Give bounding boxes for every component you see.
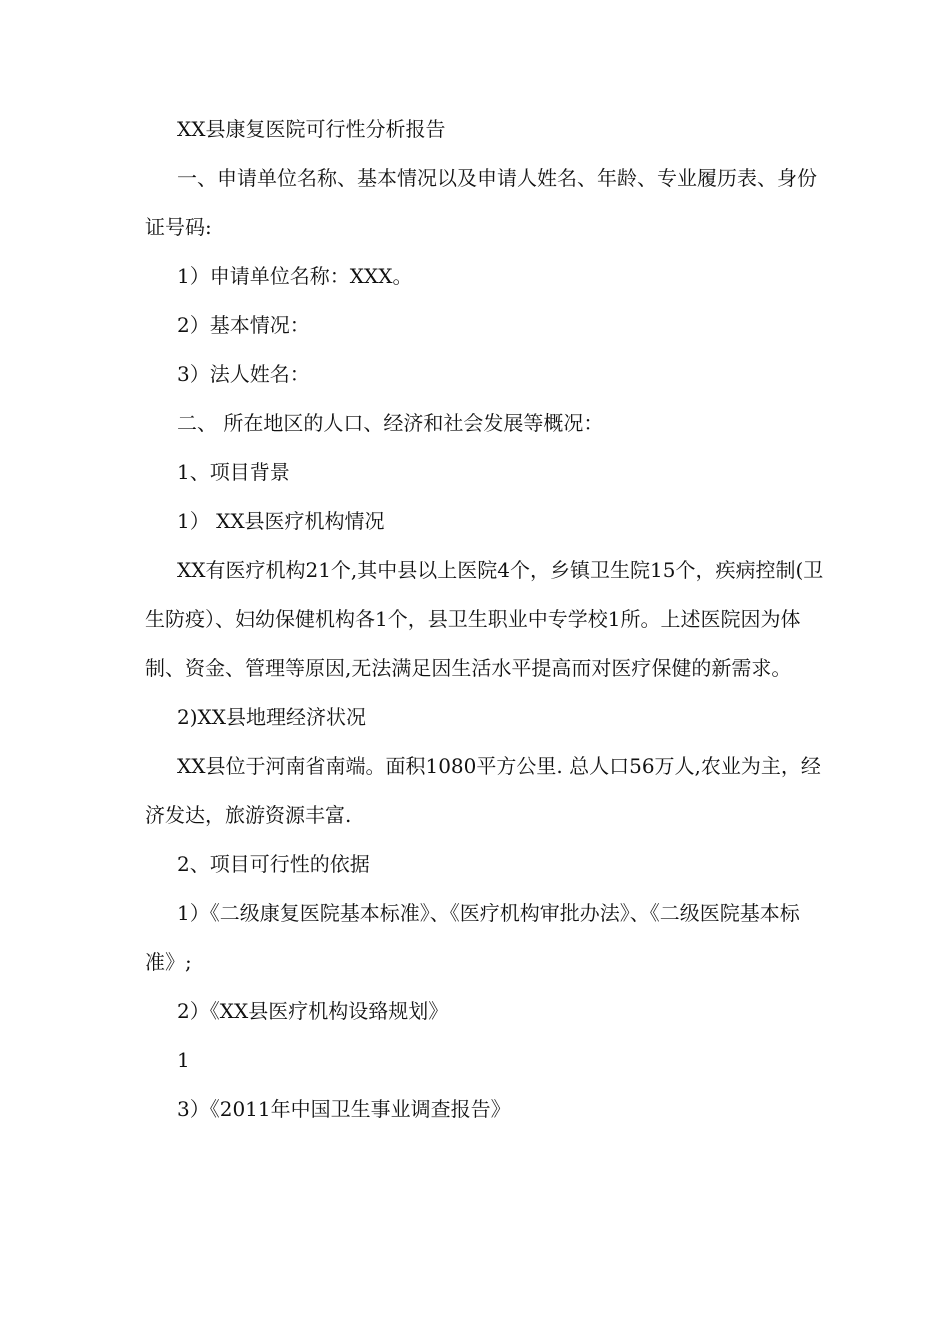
subheading-project-background: 1、项目背景	[177, 460, 290, 484]
section-heading-applicant: 一、申请单位名称、基本情况以及申请人姓名、年龄、专业履历表、身份证号码:	[145, 166, 817, 239]
document-title: XX县康复医院可行性分析报告	[177, 117, 446, 141]
item-unit-name: 1）申请单位名称：XXX。	[177, 264, 413, 288]
basis-item-1: 1）《二级康复医院基本标准》、《医疗机构审批办法》、《二级医院基本标准》;	[145, 901, 800, 974]
subheading-feasibility-basis: 2、项目可行性的依据	[177, 852, 370, 876]
item-basic-info: 2）基本情况：	[177, 313, 310, 337]
subheading-geography-economy: 2)XX县地理经济状况	[177, 705, 367, 729]
paragraph-medical-institutions: XX有医疗机构21个,其中县以上医院4个，乡镇卫生院15个，疾病控制(卫生防疫）、妇幼保健机构各1个，县卫生职业中专学校1所。上述医院因为体制、资金、管理等原因,无法满足因生活水平提高而对医疗保健的新需求。	[145, 558, 824, 680]
item-legal-person: 3）法人姓名：	[177, 362, 310, 386]
section-heading-region: 二、 所在地区的人口、经济和社会发展等概况：	[177, 411, 604, 435]
page-number: 1	[177, 1048, 190, 1072]
basis-item-3: 3）《2011年中国卫生事业调查报告》	[177, 1097, 511, 1121]
basis-item-2: 2）《XX县医疗机构设臵规划》	[177, 999, 449, 1023]
document-body	[145, 105, 825, 1134]
subheading-medical-institutions: 1） XX县医疗机构情况	[177, 509, 385, 533]
paragraph-geography-economy: XX县位于河南省南端。面积1080平方公里. 总人口56万人,农业为主，经济发达，旅游资源丰富.	[145, 754, 821, 827]
